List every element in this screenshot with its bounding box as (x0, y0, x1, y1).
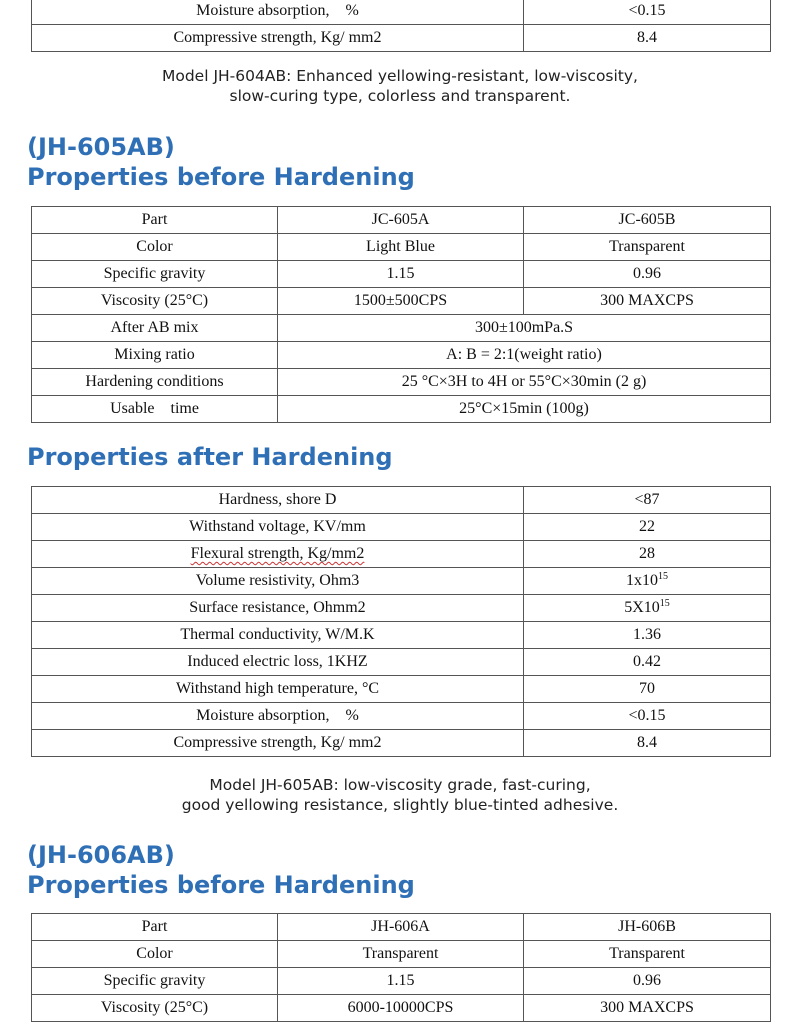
description-line: slow-curing type, colorless and transparent. (229, 87, 571, 105)
property-value (524, 568, 771, 595)
description-line: good yellowing resistance, slightly blue-tinted adhesive. (181, 796, 619, 814)
value-exponent: 15 (658, 571, 668, 582)
part-a-value: 1.15 (278, 968, 524, 995)
property-label: Volume resistivity, Ohm3 (32, 568, 524, 595)
property-value: 28 (524, 541, 771, 568)
table-row (32, 995, 771, 1022)
part-b-value: 0.96 (524, 968, 771, 995)
part-b-value: 300 MAXCPS (524, 288, 771, 315)
property-value: <0.15 (524, 0, 771, 25)
jh605-model-code: (JH-605AB) (27, 133, 175, 161)
table-row (32, 288, 771, 315)
table-row (32, 622, 771, 649)
property-value: 70 (524, 676, 771, 703)
table-row (32, 514, 771, 541)
table-row (32, 0, 771, 25)
property-label: Color (32, 941, 278, 968)
jh605-before-table (31, 206, 771, 423)
property-label: Color (32, 234, 278, 261)
table-row (32, 914, 771, 941)
table-row (32, 968, 771, 995)
property-label: Hardness, shore D (32, 487, 524, 514)
property-label: Usable time (32, 396, 278, 423)
part-a-value: 6000-10000CPS (278, 995, 524, 1022)
property-label: Specific gravity (32, 968, 278, 995)
table-row (32, 568, 771, 595)
table-row (32, 487, 771, 514)
property-label: Surface resistance, Ohmm2 (32, 595, 524, 622)
part-b-value: 0.96 (524, 261, 771, 288)
property-label-text: Flexural strength, Kg/mm2 (190, 545, 365, 562)
mixed-value: 25°C×15min (100g) (278, 396, 771, 423)
part-a-value: JH-606A (278, 914, 524, 941)
table-row (32, 315, 771, 342)
property-label: Viscosity (25°C) (32, 995, 278, 1022)
property-label: Specific gravity (32, 261, 278, 288)
property-value (524, 595, 771, 622)
table-row (32, 207, 771, 234)
part-a-value: 1.15 (278, 261, 524, 288)
property-value: 0.42 (524, 649, 771, 676)
mixed-value: 300±100mPa.S (278, 315, 771, 342)
value-mantissa: 5X10 (624, 599, 660, 616)
table-row (32, 730, 771, 757)
jh606-before-table (31, 913, 771, 1022)
part-a-value: Transparent (278, 941, 524, 968)
jh606-model-code: (JH-606AB) (27, 841, 175, 869)
jh604-description (0, 66, 800, 106)
part-a-value: Light Blue (278, 234, 524, 261)
jh605-description (0, 775, 800, 815)
jh605-after-heading: Properties after Hardening (27, 443, 393, 471)
mixed-value: 25 °C×3H to 4H or 55°C×30min (2 g) (278, 369, 771, 396)
table-row (32, 676, 771, 703)
part-b-value: JC-605B (524, 207, 771, 234)
property-label: Induced electric loss, 1KHZ (32, 649, 524, 676)
property-label: Mixing ratio (32, 342, 278, 369)
part-b-value: JH-606B (524, 914, 771, 941)
description-line: Model JH-604AB: Enhanced yellowing-resistant, low-viscosity, (161, 67, 638, 85)
property-label (32, 541, 524, 568)
value-mantissa: 1x10 (626, 572, 658, 589)
property-label: Part (32, 914, 278, 941)
property-value: <87 (524, 487, 771, 514)
value-exponent: 15 (659, 598, 670, 609)
jh604-after-table-tail (31, 0, 771, 52)
property-value: 8.4 (524, 25, 771, 52)
property-label: Hardening conditions (32, 369, 278, 396)
jh605-after-table (31, 486, 771, 757)
mixed-value: A: B = 2:1(weight ratio) (278, 342, 771, 369)
table-row (32, 541, 771, 568)
property-label: Moisture absorption, % (32, 0, 524, 25)
part-a-value: JC-605A (278, 207, 524, 234)
property-value: <0.15 (524, 703, 771, 730)
table-row (32, 234, 771, 261)
property-label: Thermal conductivity, W/M.K (32, 622, 524, 649)
table-row (32, 261, 771, 288)
description-line: Model JH-605AB: low-viscosity grade, fast-curing, (209, 776, 591, 794)
property-label: Withstand high temperature, °C (32, 676, 524, 703)
table-row (32, 941, 771, 968)
property-label: Compressive strength, Kg/ mm2 (32, 25, 524, 52)
property-label: After AB mix (32, 315, 278, 342)
part-b-value: Transparent (524, 941, 771, 968)
part-a-value: 1500±500CPS (278, 288, 524, 315)
part-b-value: Transparent (524, 234, 771, 261)
property-value: 8.4 (524, 730, 771, 757)
table-row (32, 649, 771, 676)
table-row (32, 703, 771, 730)
jh605-before-heading: Properties before Hardening (27, 163, 415, 191)
jh606-before-heading: Properties before Hardening (27, 871, 415, 899)
property-label: Viscosity (25°C) (32, 288, 278, 315)
table-row (32, 396, 771, 423)
property-label: Part (32, 207, 278, 234)
table-row (32, 25, 771, 52)
property-value: 1.36 (524, 622, 771, 649)
property-label: Moisture absorption, % (32, 703, 524, 730)
property-label: Compressive strength, Kg/ mm2 (32, 730, 524, 757)
table-row (32, 369, 771, 396)
table-row (32, 595, 771, 622)
property-label: Withstand voltage, KV/mm (32, 514, 524, 541)
table-row (32, 342, 771, 369)
part-b-value: 300 MAXCPS (524, 995, 771, 1022)
property-value: 22 (524, 514, 771, 541)
